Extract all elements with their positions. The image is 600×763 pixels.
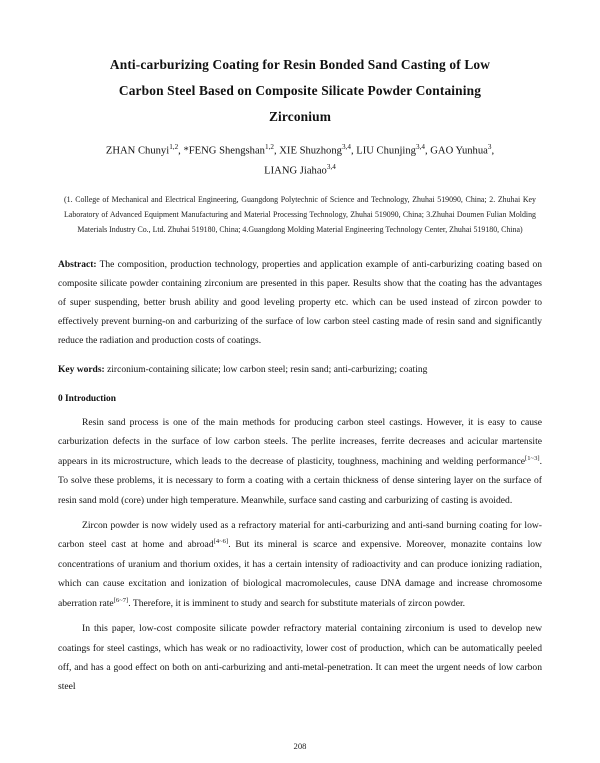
- title-line-1: Anti-carburizing Coating for Resin Bonded Sand Casting of Low: [109, 57, 491, 72]
- paragraph-text: Resin sand process is one of the main methods for producing carbon steel castings. However, it is easy to cause carburization defects in the surface of low carbon steels. The perlite increases, ferrite decreases and acicular martensite appears in its microstructure, which leads to the decrease of plasticity, toughness, machining and welding performance: [58, 416, 542, 467]
- author-name: , *FENG Shengshan: [178, 145, 265, 157]
- page-title: [64, 52, 536, 130]
- paragraph: [58, 413, 542, 510]
- author-affil-marker: 1,2: [169, 143, 179, 152]
- author-name: , LIU Chunjing: [350, 145, 416, 157]
- author-name: , GAO Yunhua: [424, 145, 488, 157]
- author-name: ZHAN Chunyi: [105, 145, 170, 157]
- author-name: LIANG Jiahao: [264, 166, 327, 178]
- abstract-label: Abstract:: [58, 259, 97, 270]
- author-affil-marker: 3,4: [341, 143, 351, 152]
- paragraph: [58, 619, 542, 697]
- author-affil-marker: 3: [487, 143, 492, 152]
- paragraph-text: Zircon powder is now widely used as a refractory material for anti-carburizing and anti-sand burning coating for low-carbon steel cast at home and abroad: [58, 519, 542, 551]
- keywords-label: Key words:: [58, 364, 105, 375]
- author-name: , XIE Shuzhong: [273, 145, 342, 157]
- author-line-2: [58, 161, 542, 181]
- title-line-2: Carbon Steel Based on Composite Silicate Powder Containing: [118, 83, 482, 99]
- author-line-1: [58, 141, 542, 161]
- citation-ref: [4~6]: [213, 538, 229, 546]
- title-line-3: Zirconium: [268, 109, 332, 125]
- abstract-text: The composition, production technology, properties and application example of anti-carburizing coating based on composite silicate powder containing zirconium are presented in this paper. Results show that the coating has the advantages of super suspending, better brush ability and good leveling property etc. which can be used instead of zircon powder to effectively prevent burning-on and carburizing of the surface of low carbon steel casting made of resin sand and significantly reduce the radiation and production costs of coatings.: [58, 259, 542, 346]
- keywords-text: zirconium-containing silicate; low carbon steel; resin sand; anti-carburizing; coating: [104, 364, 428, 375]
- paragraph-text: . But its mineral is scarce and expensive. Moreover, monazite contains low concentrations of uranium and thorium oxides, it has a certain intensity of radioactivity and can produce ionizing radiation, which can cause excitation and ionization of biological macromolecules, cause DNA damage and increase chromosome aberration rate: [58, 539, 542, 609]
- abstract-block: [58, 256, 542, 351]
- citation-ref: [1~3]: [525, 454, 540, 462]
- author-affil-marker: 3,4: [415, 143, 425, 152]
- page-number: 208: [293, 741, 307, 751]
- affiliation-block: (1. College of Mechanical and Electrical Engineering, Guangdong Polytechnic of Science and Technology, Zhuhai 519090, China; 2. Zhuhai Key Laboratory of Advanced Equipment Manufacturing and Material Processing Technology, Zhuhai 519090, China; 3.Zhuhai Doumen Fulian Molding Materials Industry Co., Ltd. Zhuhai 519180, China; 4.Guangdong Molding Material Engineering Technology Center, Zhuhai 519180, China): [64, 194, 536, 235]
- author-separator: ,: [491, 145, 495, 157]
- paragraph-text: In this paper, low-cost composite silicate powder refractory material containing zirconium is used to develop new coatings for steel castings, which has weak or no radioactivity, lower cost of production, which can be automatically peeled off, and has a good effect on both on anti-carburizing and anti-metal-penetration. It can meet the urgent needs of low carbon steel: [58, 623, 542, 693]
- author-affil-marker: 1,2: [264, 143, 274, 152]
- author-affil-marker: 3,4: [326, 163, 336, 172]
- section-heading-introduction: 0 Introduction: [58, 393, 116, 404]
- citation-ref: [6~7]: [113, 596, 129, 604]
- keywords-block: [58, 361, 542, 380]
- paragraph: [58, 516, 542, 613]
- paragraph-text: . Therefore, it is imminent to study and search for substitute materials of zircon powder.: [128, 597, 466, 609]
- author-list: [58, 141, 542, 181]
- paragraph-text: . To solve these problems, it is necessary to form a coating with a certain thickness of dense sintering layer on the surface of resin sand mold (core) under high temperature. Meanwhile, surface sand casting and carburizing of casting is avoided.: [58, 455, 542, 506]
